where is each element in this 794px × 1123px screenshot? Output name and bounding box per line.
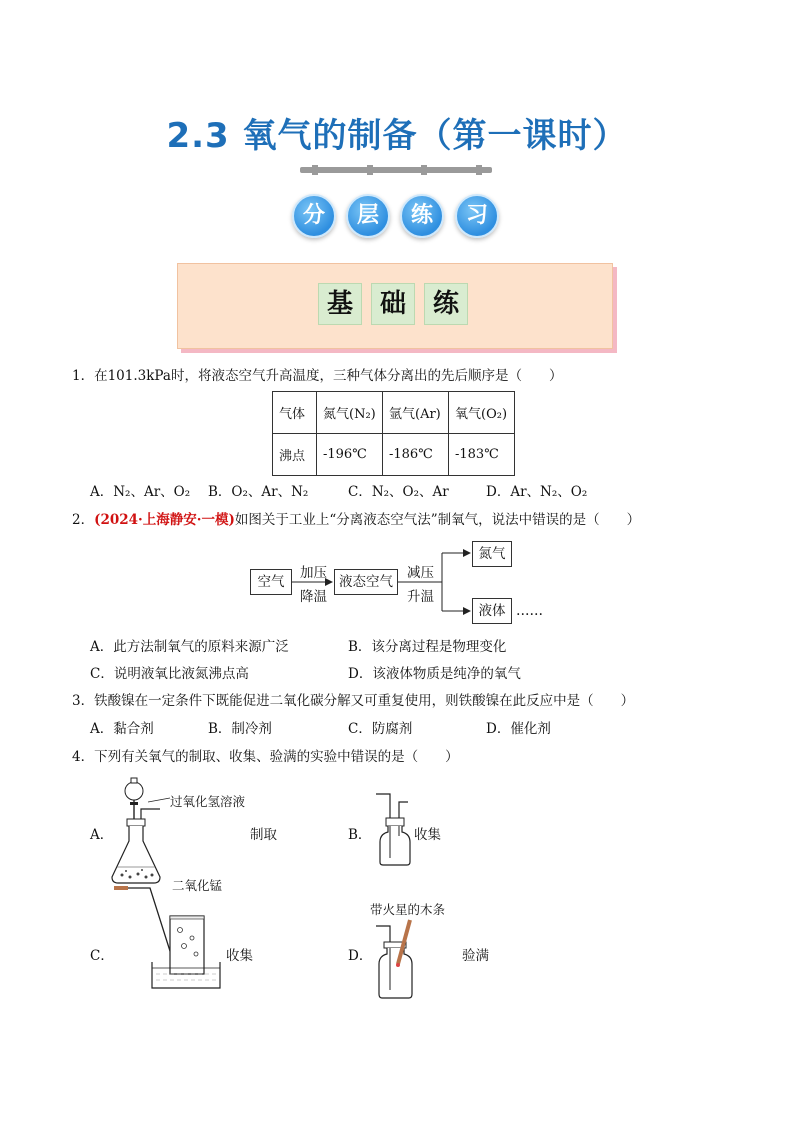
q4-option-d[interactable]: D．	[348, 948, 373, 964]
q3-option-b[interactable]: B．制冷剂	[208, 721, 272, 737]
label-pressurize: 加压	[300, 565, 327, 581]
table-cell: 气体	[273, 392, 317, 434]
badge-xi: 习	[455, 194, 499, 238]
table-cell: 氧气(O₂)	[449, 392, 515, 434]
q2-option-b[interactable]: B．该分离过程是物理变化	[348, 639, 507, 655]
question-1-stem: 1．在101.3kPa时，将液态空气升高温度，三种气体分离出的先后顺序是（ ）	[72, 368, 563, 384]
caption-check-full: 验满	[462, 948, 489, 964]
source-tag: (2024·上海静安·一模)	[94, 512, 235, 528]
leader-line	[148, 796, 172, 804]
badge-lian: 练	[400, 194, 444, 238]
label-glowing-splint: 带火星的木条	[370, 902, 446, 917]
box-liquid: 液体	[472, 598, 512, 624]
q1-option-d[interactable]: D．Ar、N₂、O₂	[486, 484, 588, 500]
question-3-stem: 3．铁酸镍在一定条件下既能促进二氧化碳分解又可重复使用，则铁酸镍在此反应中是（ ）	[72, 693, 635, 709]
caption-collection: 收集	[414, 827, 441, 843]
ellipsis: ……	[516, 603, 543, 619]
label-heat: 升温	[407, 589, 434, 605]
q2-option-c[interactable]: C．说明液氧比液氮沸点高	[90, 666, 249, 682]
splint-bottle-icon	[372, 918, 422, 1002]
label-depressurize: 减压	[407, 565, 434, 581]
gas-bottle-icon	[372, 792, 418, 868]
question-text: 如图关于工业上“分离液态空气法”制氧气，说法中错误的是（ ）	[234, 512, 641, 528]
q2-option-d[interactable]: D．该液体物质是纯净的氧气	[348, 666, 521, 682]
table-cell: -183℃	[449, 434, 515, 476]
q2-option-a[interactable]: A．此方法制氧气的原料来源广泛	[90, 639, 289, 655]
question-4-stem: 4．下列有关氧气的制取、收集、验满的实验中错误的是（ ）	[72, 749, 459, 765]
label-manganese-dioxide: 二氧化锰	[172, 878, 223, 893]
box-nitrogen: 氮气	[472, 541, 512, 567]
caption-collection-water: 收集	[226, 948, 253, 964]
badge-fen: 分	[292, 194, 336, 238]
box-air: 空气	[250, 569, 292, 595]
table-cell: -196℃	[317, 434, 383, 476]
section-char: 练	[424, 283, 468, 325]
q1-option-a[interactable]: A．N₂、Ar、O₂	[90, 484, 191, 500]
table-cell: 沸点	[273, 434, 317, 476]
q1-option-c[interactable]: C．N₂、O₂、Ar	[348, 484, 449, 500]
q3-option-a[interactable]: A．黏合剂	[90, 721, 154, 737]
q3-option-c[interactable]: C．防腐剂	[348, 721, 413, 737]
table-cell: 氮气(N₂)	[317, 392, 383, 434]
section-char: 基	[318, 283, 362, 325]
box-liquid-air: 液态空气	[334, 569, 398, 595]
caption-preparation: 制取	[250, 827, 277, 843]
q1-option-b[interactable]: B．O₂、Ar、N₂	[208, 484, 309, 500]
water-trough-icon	[112, 882, 224, 994]
q4-option-a[interactable]: A．	[90, 827, 114, 843]
label-hydrogen-peroxide: 过氧化氢溶液	[170, 794, 246, 809]
badge-ceng: 层	[346, 194, 390, 238]
table-cell: 氩气(Ar)	[383, 392, 449, 434]
section-char: 础	[371, 283, 415, 325]
q4-option-b[interactable]: B．	[348, 827, 372, 843]
q4-option-c[interactable]: C．	[90, 948, 114, 964]
question-number: 2．	[72, 512, 95, 528]
label-cool: 降温	[300, 589, 327, 605]
page-title: 2.3 氧气的制备（第一课时）	[166, 116, 628, 156]
q3-option-d[interactable]: D．催化剂	[486, 721, 551, 737]
table-cell: -186℃	[383, 434, 449, 476]
